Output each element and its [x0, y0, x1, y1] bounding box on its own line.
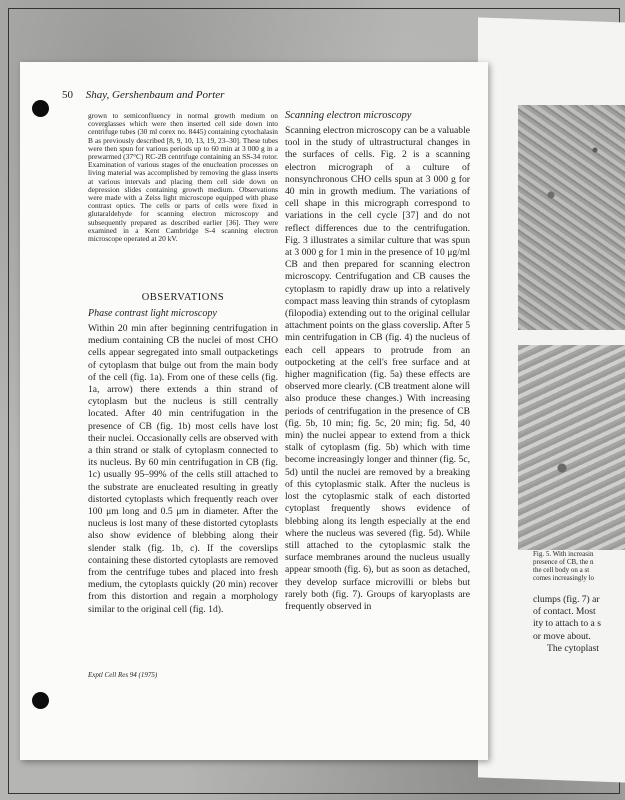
micrograph-top [518, 105, 625, 330]
caption-line: Fig. 5. With increasin [533, 550, 594, 558]
facing-line: or move about. [533, 630, 591, 642]
observations-heading: OBSERVATIONS [141, 292, 225, 303]
facing-line: The cytoplast [547, 642, 599, 654]
binder-hole-bottom [32, 692, 49, 709]
facing-line: of contact. Most [533, 606, 596, 618]
phase-contrast-heading: Phase contrast light microscopy [88, 308, 217, 319]
sem-heading: Scanning electron microscopy [285, 110, 412, 121]
caption-line: the cell body on a st [533, 566, 590, 574]
facing-line: ity to attach to a s [533, 618, 601, 630]
figure-caption [533, 550, 625, 582]
page-number: 50 [62, 89, 73, 101]
caption-line: presence of CB, the n [533, 558, 594, 566]
facing-line: clumps (fig. 7) ar [533, 594, 600, 605]
journal-footer: Exptl Cell Res 94 (1975) [88, 671, 158, 679]
binder-hole-top [32, 100, 49, 117]
running-authors: Shay, Gershenbaum and Porter [85, 89, 225, 101]
phase-contrast-text: Within 20 min after beginning centrifugation in medium containing CB the nuclei of most CHO cells appear segregated into small outpacketings of cytoplasm that bulge out from the main body of the cell (fig. 1a). From one of these cells (fig. 1a, arrow) there extends a thin strand of cytoplasm but the nucleus is still centrally located. After 40 min centrifugation in the presence of CB (fig. 1b) most cells have lost their nuclei. Occasionally cells are observed with a thin strand or stalk of cytoplasm connected to its nucleus. By 60 min centrifugation in CB (fig. 1c) usually 95–99% of the cells still attached to the substrate are enucleated resulting in greatly distorted cytoplasts which frequently reach over 100 μm long and 0.5 μm in diameter. After the nucleus is lost many of these distorted cytoplasts also show evidence of blebbing along their slender stalk (fig. 1b, c). If the coverslips containing these distorted cytoplasts are removed from the centrifuge tubes and placed into fresh medium, the cytoplasts quickly (20 min) recover from this distortion and regain a morphology similar to the original cell (fig. 1d). [88, 323, 278, 615]
sem-text: Scanning electron microscopy can be a valuable tool in the study of ultrastructural changes in the surfaces of cells. Fig. 2 is a scanning electron micrograph of a culture of nonsynchronous CHO cells spun at 3 000 g for 40 min in growth medium. The variations of cell shape in this micrograph correspond to variations in the cell cycle [37] and do not reflect differences due to the centrifugation. Fig. 3 illustrates a similar culture that was spun at 3 000 g for 1 min in the presence of 10 μg/ml CB and then prepared for scanning electron microscopy. Centrifugation and CB causes the cytoplasm to rapidly draw up into a relatively compact mass leaving thin strands of cytoplasm (filopodia) extending out to the original cellular attachment points on the glass coverslip. After 5 min centrifugation in CB (fig. 4) the nucleus of each cell appears to protrude from an outpocketing at the cell's free surface and at higher magnification (fig. 5a) these effects are observed more clearly. (CB treatment alone will also produce these changes.) With increasing periods of centrifugation in the presence of CB (fig. 5b, 10 min; fig. 5c, 20 min; fig. 5d, 40 min) the nuclei appear to extend from a thick stalk of cytoplasm (fig. 5b) which with time become increasingly longer and thinner (fig. 5c, 5d) until the nuclei are removed by a breaking of this cytoplasmic stalk. After the nucleus is lost the cytoplasmic stalk of each distorted cytoplast frequently shows evidence of blebbing along its length especially at the end where the nucleus was severed (fig. 5d). While still attached to the cytoplasmic stalk the surface membranes around the nucleus usually appear smooth (fig. 6), but as soon as detached, they develop surface microvilli or blebs but rarely both (fig. 7). Groups of karyoplasts are frequently observed in [285, 125, 470, 612]
caption-line: comes increasingly lo [533, 574, 595, 582]
micrograph-bottom [518, 345, 625, 550]
page-header [62, 89, 224, 101]
facing-page-text [533, 594, 625, 655]
methods-paragraph: grown to semiconfluency in normal growth medium on coverglasses which were then inserted cell side down into centrifuge tubes (30 ml corex no. 8445) containing cytochalasin B as previously described [8, 9, 10, 13, 19, 23–30]. These tubes were then spun for various periods up to 60 min at 3 000 g in a prewarmed (37°C) RC-2B centrifuge containing an SS-34 rotor. Examination of various stages of the enucleation processes on living material was accomplished by removing the glass inserts at various intervals and placing them cell side down on depression slides containing growth medium. Observations were made with a Zeiss light microscope equipped with phase contrast optics. The cells or parts of cells were fixed in glutaraldehyde for scanning electron microscopy and subsequently prepared as described earlier [36]. They were examined in a Kent Cambridge S-4 scanning electron microscope operated at 20 kV. [88, 111, 278, 244]
